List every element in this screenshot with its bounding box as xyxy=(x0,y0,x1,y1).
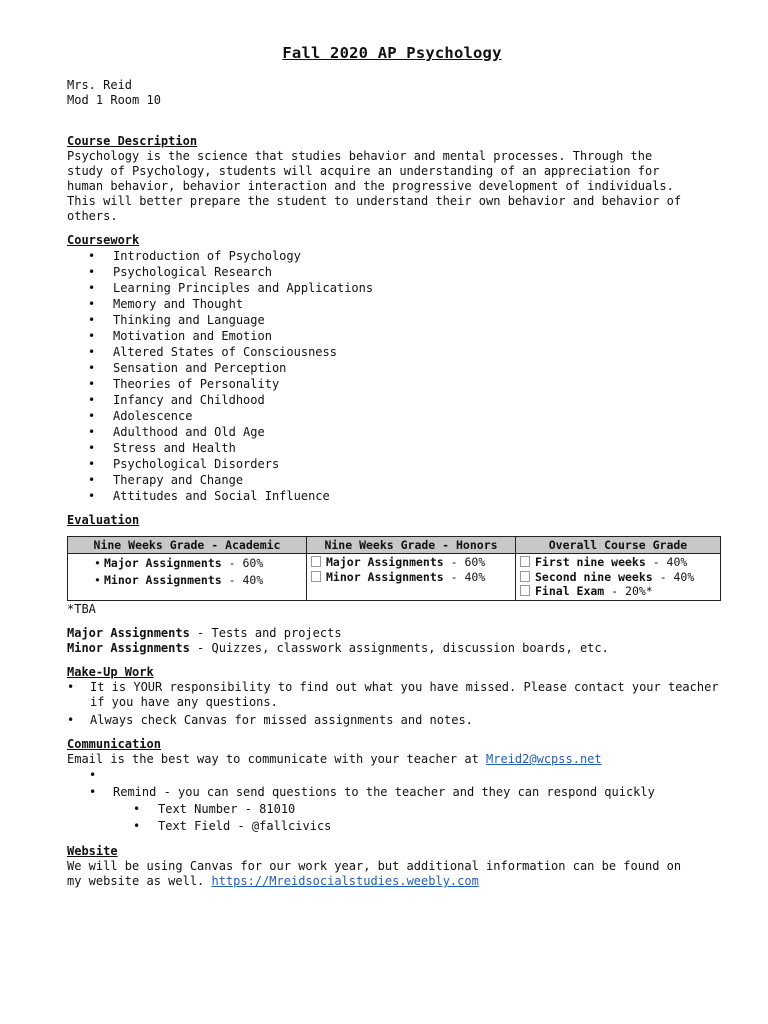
major-assignments-definition: Major Assignments - Tests and projects xyxy=(67,625,342,640)
syllabus-page xyxy=(67,44,717,889)
page-title: Fall 2020 AP Psychology xyxy=(282,44,502,62)
course-description-text xyxy=(67,149,717,224)
list-item: • Memory and Thought xyxy=(88,297,244,311)
checkbox-icon xyxy=(520,571,530,582)
checkbox-icon xyxy=(311,556,321,567)
list-item: • Theories of Personality xyxy=(88,377,280,391)
column-header: Overall Course Grade xyxy=(516,537,721,554)
list-item: Major Assignments - 60% xyxy=(311,555,511,570)
description-line: study of Psychology, students will acquire an understanding of an appreciation for xyxy=(67,164,660,178)
list-item: • Minor Assignments - 40% xyxy=(94,573,264,587)
website-text: We will be using Canvas for our work year, but additional information can be found on xyxy=(67,859,682,873)
list-item: • Altered States of Consciousness xyxy=(88,345,337,359)
evaluation-heading: Evaluation xyxy=(67,513,140,527)
course-description-heading: Course Description xyxy=(67,134,198,148)
list-item: • Psychological Disorders xyxy=(88,457,280,471)
makeup-list xyxy=(67,680,717,729)
communication-heading: Communication xyxy=(67,737,161,751)
list-item: Final Exam - 20%* xyxy=(520,584,716,599)
description-line: This will better prepare the student to understand their own behavior and behavior of xyxy=(67,194,682,208)
table-footnote: *TBA xyxy=(67,601,96,616)
checkbox-icon xyxy=(311,571,321,582)
list-item: • Motivation and Emotion xyxy=(88,329,272,343)
list-item: • Thinking and Language xyxy=(88,313,265,327)
list-item: • Introduction of Psychology xyxy=(88,249,301,263)
checkbox-icon xyxy=(520,585,530,596)
description-line: others. xyxy=(67,209,118,223)
makeup-heading: Make-Up Work xyxy=(67,664,154,679)
evaluation-table xyxy=(67,536,721,601)
list-item: • Sensation and Perception xyxy=(88,361,287,375)
email-link[interactable]: Mreid2@wcpss.net xyxy=(486,752,602,766)
list-item: • Adolescence xyxy=(88,409,193,423)
list-item: • Text Number - 81010 xyxy=(133,802,296,816)
list-item: • Always check Canvas for missed assignments and notes. xyxy=(67,712,473,727)
communication-list xyxy=(67,767,717,801)
description-line: Psychology is the science that studies behavior and mental processes. Through the xyxy=(67,149,653,163)
list-item: • Infancy and Childhood xyxy=(88,393,265,407)
column-header: Nine Weeks Grade - Academic xyxy=(68,537,307,554)
list-item: • Stress and Health xyxy=(88,441,236,455)
coursework-list xyxy=(67,248,717,504)
list-item: • Psychological Research xyxy=(88,265,272,279)
minor-assignments-definition: Minor Assignments - Quizzes, classwork assignments, discussion boards, etc. xyxy=(67,640,609,655)
website-link[interactable]: https://Mreidsocialstudies.weebly.com xyxy=(211,874,479,888)
description-line: human behavior, behavior interaction and the progressive development of individuals. xyxy=(67,179,674,193)
list-item: • Adulthood and Old Age xyxy=(88,425,265,439)
remind-sub-list xyxy=(67,801,717,835)
honors-cell xyxy=(307,554,516,601)
list-item: • Therapy and Change xyxy=(88,473,244,487)
checkbox-icon xyxy=(520,556,530,567)
list-item: • Learning Principles and Applications xyxy=(88,281,374,295)
list-item: • Attitudes and Social Influence xyxy=(88,489,330,503)
website-text-2: my website as well. https://Mreidsocialstudies.weebly.com xyxy=(67,874,479,888)
room-info: Mod 1 Room 10 xyxy=(67,93,161,107)
list-item: Minor Assignments - 40% xyxy=(311,570,511,585)
academic-cell xyxy=(68,554,307,601)
column-header: Nine Weeks Grade - Honors xyxy=(307,537,516,554)
website-heading: Website xyxy=(67,844,118,858)
list-item: Second nine weeks - 40% xyxy=(520,570,716,585)
list-item: • Text Field - @fallcivics xyxy=(133,819,332,833)
communication-intro: Email is the best way to communicate with your teacher at Mreid2@wcpss.net xyxy=(67,752,602,766)
list-item: • It is YOUR responsibility to find out what you have missed. Please contact your teacher if you have any questions. xyxy=(67,679,719,709)
teacher-name: Mrs. Reid xyxy=(67,78,133,92)
coursework-heading: Coursework xyxy=(67,233,140,247)
list-item: • Remind - you can send questions to the teacher and they can respond quickly xyxy=(89,785,655,799)
list-item: • Major Assignments - 60% xyxy=(94,556,264,570)
list-item: • xyxy=(89,768,97,782)
list-item: First nine weeks - 40% xyxy=(520,555,716,570)
overall-cell xyxy=(516,554,721,601)
